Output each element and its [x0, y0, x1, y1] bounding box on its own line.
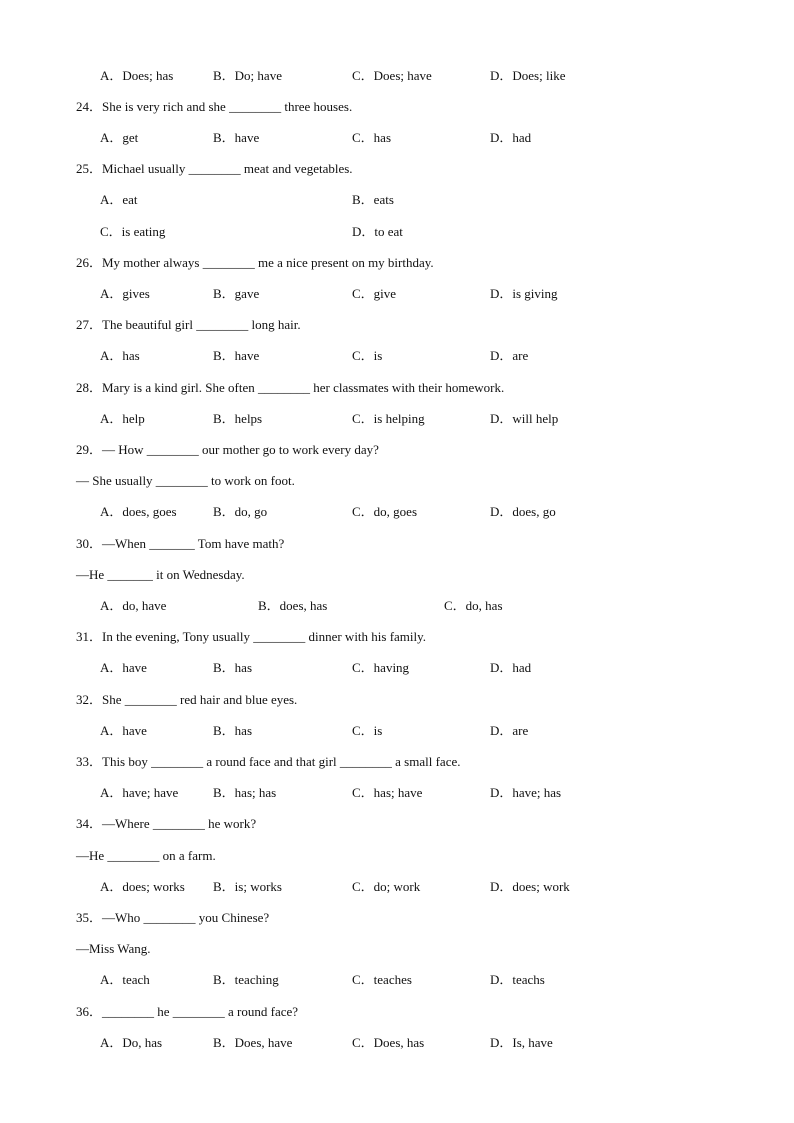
q33-option-a: A．have; have — [100, 785, 179, 800]
q31-stem: 31．In the evening, Tony usually ________ dinner with his family. — [76, 629, 427, 644]
q32-option-c: C．is — [352, 723, 383, 738]
q29-option-b: B．do, go — [213, 504, 268, 519]
q28-option-c: C．is helping — [352, 411, 425, 426]
q31-option-d: D．had — [490, 660, 532, 675]
q31-option-b: B．has — [213, 660, 253, 675]
q27-option-a: A．has — [100, 348, 140, 363]
q23-option-b: B．Do; have — [213, 68, 282, 83]
q24-option-b: B．have — [213, 130, 260, 145]
q23-option-c: C．Does; have — [352, 68, 432, 83]
q25-option-c: C．is eating — [100, 224, 166, 239]
q33-stem: 33．This boy ________ a round face and that girl ________ a small face. — [76, 754, 461, 769]
q32-option-b: B．has — [213, 723, 253, 738]
q26-option-d: D．is giving — [490, 286, 558, 301]
q34-option-b: B．is; works — [213, 879, 282, 894]
q30-option-a: A．do, have — [100, 598, 167, 613]
q35-option-d: D．teachs — [490, 972, 545, 987]
q34-option-a: A．does; works — [100, 879, 185, 894]
q25-stem: 25．Michael usually ________ meat and vegetables. — [76, 161, 353, 176]
q26-option-c: C．give — [352, 286, 397, 301]
q27-option-b: B．have — [213, 348, 260, 363]
q30-option-c: C．do, has — [444, 598, 503, 613]
q31-option-a: A．have — [100, 660, 147, 675]
q24-option-d: D．had — [490, 130, 532, 145]
q32-stem: 32．She ________ red hair and blue eyes. — [76, 692, 298, 707]
q35-option-b: B．teaching — [213, 972, 279, 987]
q30-option-b: B．does, has — [258, 598, 328, 613]
q34-option-c: C．do; work — [352, 879, 421, 894]
q36-option-a: A．Do, has — [100, 1035, 163, 1050]
q26-option-b: B．gave — [213, 286, 260, 301]
q24-option-a: A．get — [100, 130, 139, 145]
q36-option-c: C．Does, has — [352, 1035, 425, 1050]
q34-stem: 34．—Where ________ he work? — [76, 816, 257, 831]
q30-stem: 30．—When _______ Tom have math? — [76, 536, 285, 551]
q28-option-a: A．help — [100, 411, 145, 426]
q25-option-b: B．eats — [352, 192, 394, 207]
q36-stem: 36．________ he ________ a round face? — [76, 1004, 299, 1019]
q26-stem: 26．My mother always ________ me a nice present on my birthday. — [76, 255, 434, 270]
q32-option-d: D．are — [490, 723, 529, 738]
q35-stem: 35．—Who ________ you Chinese? — [76, 910, 270, 925]
q34-option-d: D．does; work — [490, 879, 570, 894]
q33-option-c: C．has; have — [352, 785, 423, 800]
q26-option-a: A．gives — [100, 286, 150, 301]
q23-option-d: D．Does; like — [490, 68, 566, 83]
q33-option-d: D．have; has — [490, 785, 562, 800]
q24-stem: 24．She is very rich and she ________ three houses. — [76, 99, 353, 114]
q29-option-c: C．do, goes — [352, 504, 418, 519]
q36-option-b: B．Does, have — [213, 1035, 293, 1050]
q27-option-c: C．is — [352, 348, 383, 363]
q25-option-d: D．to eat — [352, 224, 403, 239]
q29-dialogue-line: — She usually ________ to work on foot. — [76, 473, 295, 488]
q33-option-b: B．has; has — [213, 785, 277, 800]
q27-stem: 27．The beautiful girl ________ long hair. — [76, 317, 301, 332]
q25-option-a: A．eat — [100, 192, 138, 207]
q28-stem: 28．Mary is a kind girl. She often ________ her classmates with their homework. — [76, 380, 505, 395]
q30-dialogue-line: —He _______ it on Wednesday. — [76, 567, 245, 582]
q36-option-d: D．Is, have — [490, 1035, 553, 1050]
q28-option-d: D．will help — [490, 411, 559, 426]
q32-option-a: A．have — [100, 723, 147, 738]
q24-option-c: C．has — [352, 130, 392, 145]
q35-option-c: C．teaches — [352, 972, 412, 987]
q28-option-b: B．helps — [213, 411, 263, 426]
q35-dialogue-line: —Miss Wang. — [76, 941, 151, 956]
q29-stem: 29．— How ________ our mother go to work every day? — [76, 442, 379, 457]
q34-dialogue-line: —He ________ on a farm. — [76, 848, 216, 863]
q35-option-a: A．teach — [100, 972, 150, 987]
q31-option-c: C．having — [352, 660, 410, 675]
q29-option-d: D．does, go — [490, 504, 556, 519]
q27-option-d: D．are — [490, 348, 529, 363]
q23-option-a: A．Does; has — [100, 68, 174, 83]
q29-option-a: A．does, goes — [100, 504, 177, 519]
